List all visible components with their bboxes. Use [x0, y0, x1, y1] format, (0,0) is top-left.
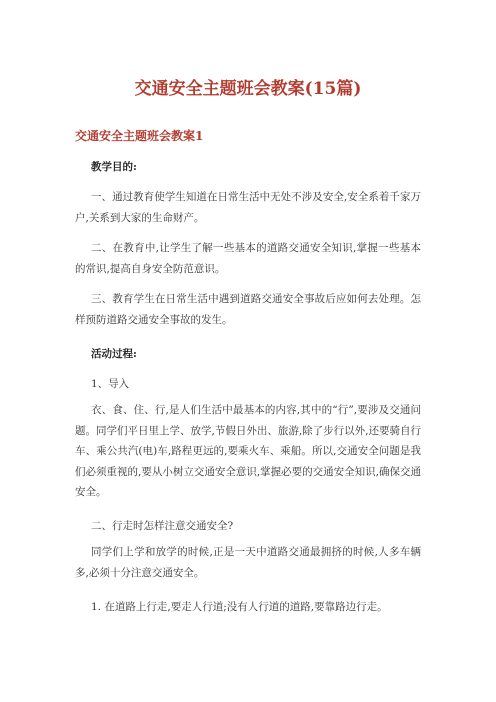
- section-title: 交通安全主题班会教案1: [75, 129, 204, 143]
- document-title: 交通安全主题班会教案(15篇): [134, 79, 362, 99]
- intro-paragraph: 衣、食、住、行,是人们生活中最基本的内容,其中的“行”,要涉及交通问题。同学们平日里上学、放学,节假日外出、旅游,除了步行以外,还要骑自行车、乘公共汽(电)车,路程更远的,要乘火车、乘船。所以,交通安全问题是我们必须重视的,要从小树立交通安全意识,掌握必要的交通安全知识,确保交通安全。: [75, 404, 422, 498]
- step-two-paragraph: 同学们上学和放学的时候,正是一天中道路交通最拥挤的时候,人多车辆多,必须十分注意交通安全。: [75, 546, 421, 579]
- teaching-goal-heading: 教学目的:: [91, 161, 137, 173]
- step-intro-label: 1、导入: [91, 378, 130, 390]
- rule-one-text: 1. 在道路上行走,要走人行道;没有人行道的道路,要靠路边行走。: [91, 601, 388, 613]
- goal-paragraph-3: 三、教育学生在日常生活中遇到道路交通安全事故后应如何去处理。怎样预防道路交通安全事故的发生。: [75, 293, 421, 326]
- goal-paragraph-1: 一、通过教育使学生知道在日常生活中无处不涉及安全,安全系着千家万户,关系到大家的生命财产。: [75, 191, 421, 224]
- goal-paragraph-2: 二、在教育中,让学生了解一些基本的道路交通安全知识,掌握一些基本的常识,提高自身安全防范意识。: [75, 242, 421, 275]
- activity-process-heading: 活动过程:: [91, 348, 137, 360]
- step-two-heading: 二、行走时怎样注意交通安全?: [91, 520, 234, 532]
